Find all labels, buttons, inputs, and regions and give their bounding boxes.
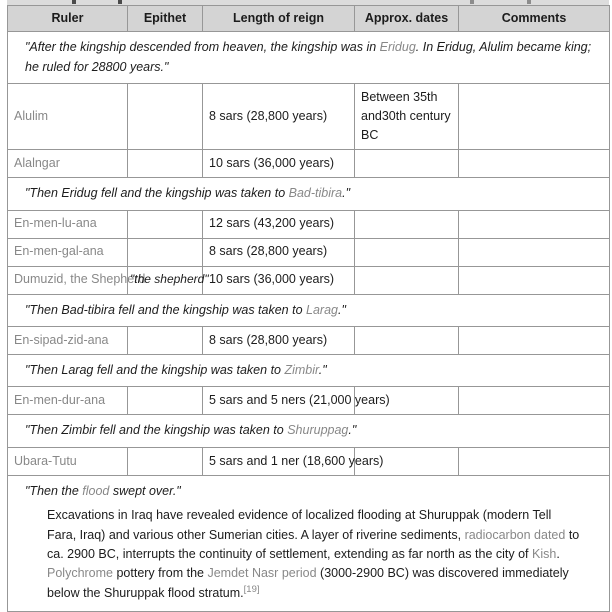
approx-dates-cell xyxy=(355,238,459,266)
en-men-lu-ana-link[interactable]: En-men-lu-ana xyxy=(14,216,97,231)
cropped-text-fragment xyxy=(470,0,474,4)
quote-cell xyxy=(8,294,610,326)
epithet-cell xyxy=(128,238,203,266)
en-sipad-zid-ana-link[interactable]: En-sipad-zid-ana xyxy=(14,332,109,347)
comments-cell xyxy=(459,447,610,475)
quote-cell xyxy=(8,415,610,447)
quote-cell xyxy=(8,32,610,84)
length-of-reign-cell: 10 sars (36,000 years) xyxy=(203,150,355,178)
shuruppag-link[interactable]: Shuruppag xyxy=(287,423,349,438)
length-of-reign-cell: 8 sars (28,800 years) xyxy=(203,84,355,150)
note-cell xyxy=(8,475,610,611)
epithet-cell xyxy=(128,84,203,150)
text-segment: "Then Zimbir fell and the kingship was taken to xyxy=(25,423,288,438)
text-segment: ." xyxy=(342,186,351,201)
comments-cell xyxy=(459,150,610,178)
quote-row-11 xyxy=(8,415,610,447)
ruler-cell xyxy=(8,150,128,178)
ruler-row-en-men-gal-ana xyxy=(8,238,610,266)
ruler-row-dumuzid-the-shepherd xyxy=(8,266,610,294)
ruler-row-en-men-lu-ana xyxy=(8,210,610,238)
ruler-cell xyxy=(8,387,128,415)
epithet-cell xyxy=(128,387,203,415)
flood-quote xyxy=(25,482,599,501)
king-list-table xyxy=(7,5,610,612)
comments-cell xyxy=(459,266,610,294)
text-segment: to ca. 2900 BC, interrupts the continuity of settlement, extending as far north as the city of xyxy=(47,527,580,561)
ubara-tutu-link[interactable]: Ubara-Tutu xyxy=(14,453,77,468)
text-segment: swept over." xyxy=(109,483,181,498)
column-header-length-of-reign: Length of reign xyxy=(203,6,355,32)
polychrome-link[interactable]: Polychrome xyxy=(47,566,113,581)
comments-cell xyxy=(459,387,610,415)
approx-dates-cell xyxy=(355,210,459,238)
ruler-row-alulim xyxy=(8,84,610,150)
ruler-cell xyxy=(8,327,128,355)
length-of-reign-cell: 12 sars (43,200 years) xyxy=(203,210,355,238)
comments-cell xyxy=(459,238,610,266)
ruler-cell xyxy=(8,210,128,238)
text-segment: "Then Larag fell and the kingship was taken to xyxy=(25,363,285,377)
cropped-previous-row xyxy=(7,0,609,5)
zimbir-link[interactable]: Zimbir xyxy=(284,363,319,377)
column-header-epithet: Epithet xyxy=(128,6,203,32)
length-of-reign-cell: 10 sars (36,000 years) xyxy=(203,266,355,294)
comments-cell xyxy=(459,84,610,150)
bad-tibira-link[interactable]: Bad-tibira xyxy=(288,186,343,201)
column-header-ruler: Ruler xyxy=(8,6,128,32)
ruler-cell xyxy=(8,266,146,294)
text-segment: ." xyxy=(348,423,357,438)
ruler-cell xyxy=(8,238,128,266)
text-segment: "Then the xyxy=(25,483,83,498)
column-header-approx-dates: Approx. dates xyxy=(355,6,459,32)
epithet-cell xyxy=(128,447,203,475)
excavations-paragraph xyxy=(47,506,581,603)
en-men-gal-ana-link[interactable]: En-men-gal-ana xyxy=(14,244,104,259)
header-row xyxy=(8,6,610,32)
cropped-text-fragment xyxy=(72,0,76,4)
length-of-reign-cell: 8 sars (28,800 years) xyxy=(203,327,355,355)
ruler-row-en-sipad-zid-ana xyxy=(8,327,610,355)
text-segment: Excavations in Iraq have revealed evidence of localized flooding at Shuruppak (modern Tell Fara, Iraq) and various other Sumerian cities. A layer of riverine sediments, xyxy=(47,508,552,542)
dumuzid-the-shepherd-link[interactable]: Dumuzid, the Shepherd xyxy=(14,272,146,287)
quote-row-0 xyxy=(8,32,610,84)
table-header xyxy=(8,6,610,32)
quote-cell xyxy=(8,355,610,387)
cropped-text-fragment xyxy=(527,0,531,4)
length-of-reign-cell: 5 sars and 5 ners (21,000 years) xyxy=(203,387,355,415)
text-segment: "Then Eridug fell and the kingship was taken to xyxy=(25,186,289,201)
text-segment: "Then Bad-tibira fell and the kingship was taken to xyxy=(25,302,306,317)
text-segment: . In Eridug, Alulim became king; he ruled for 28800 years." xyxy=(25,40,592,74)
flood-link[interactable]: flood xyxy=(82,483,110,498)
approx-dates-cell xyxy=(355,266,459,294)
epithet-cell xyxy=(128,210,203,238)
text-segment: ." xyxy=(318,363,327,377)
text-segment: pottery from the xyxy=(113,566,208,581)
cropped-text-fragment xyxy=(118,0,122,4)
comments-cell xyxy=(459,210,610,238)
quote-row-3 xyxy=(8,178,610,210)
ruler-cell xyxy=(8,84,128,150)
quote-row-9 xyxy=(8,355,610,387)
quote-cell xyxy=(8,178,610,210)
text-segment: (3000-2900 BC) was discovered immediately below the Shuruppak flood stratum. xyxy=(47,566,569,600)
column-header-comments: Comments xyxy=(459,6,610,32)
approx-dates-cell: Between 35th and30th century BC xyxy=(355,84,459,150)
reference-superscript xyxy=(244,583,260,594)
text-segment: "After the kingship descended from heaven, the kingship was in xyxy=(25,40,380,55)
epithet-cell xyxy=(128,150,203,178)
kish-link[interactable]: Kish xyxy=(532,546,557,561)
length-of-reign-cell: 8 sars (28,800 years) xyxy=(203,238,355,266)
alulim-link[interactable]: Alulim xyxy=(14,109,49,123)
ruler-row-alalngar xyxy=(8,150,610,178)
epithet-cell xyxy=(128,266,209,294)
note-row xyxy=(8,475,610,611)
epithet-text: "the shepherd" xyxy=(130,272,209,287)
19-link[interactable]: [19] xyxy=(243,583,260,595)
epithet-cell xyxy=(128,327,203,355)
approx-dates-cell xyxy=(355,150,459,178)
text-segment: . xyxy=(556,546,560,561)
eridug-link[interactable]: Eridug xyxy=(379,40,416,55)
text-segment: ." xyxy=(337,302,346,317)
jemdet-nasr-period-link[interactable]: Jemdet Nasr period xyxy=(207,566,317,581)
radiocarbon-dated-link[interactable]: radiocarbon dated xyxy=(464,527,566,542)
en-men-dur-ana-link[interactable]: En-men-dur-ana xyxy=(14,393,106,408)
ruler-cell xyxy=(8,447,128,475)
length-of-reign-cell: 5 sars and 1 ner (18,600 years) xyxy=(203,447,355,475)
comments-cell xyxy=(459,327,610,355)
alalngar-link[interactable]: Alalngar xyxy=(14,156,60,171)
quote-row-7 xyxy=(8,294,610,326)
approx-dates-cell xyxy=(355,327,459,355)
ruler-row-en-men-dur-ana xyxy=(8,387,610,415)
ruler-row-ubara-tutu xyxy=(8,447,610,475)
larag-link[interactable]: Larag xyxy=(306,302,338,317)
